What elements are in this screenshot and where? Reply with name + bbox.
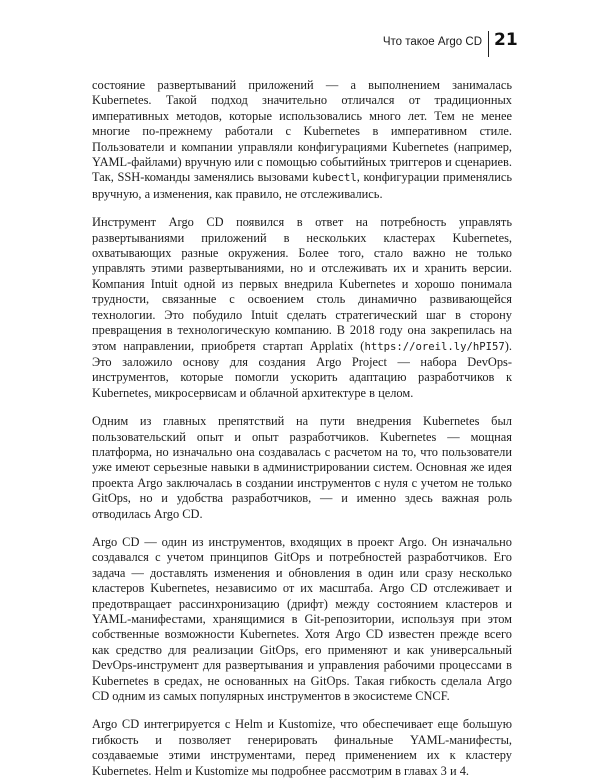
header-divider	[488, 31, 489, 57]
paragraph-1-text-end: , конфигурации применялись вручную, а изменения, как правило, не отслеживались.	[92, 170, 512, 201]
page-body	[92, 78, 512, 779]
paragraph-3: Одним из главных препятствий на пути внедрения Kubernetes был пользовательский опыт и опыт разработчиков. Kubernetes — мощная платформа, но изначально она создавалась с расчетом на то, что пользователи уже имеют серьезные навыки в администрировании систем. Основная же идея проекта Argo заключалась в создании инструментов с нуля с учетом не только GitOps, но и удобства разработчиков, — и именно здесь важная роль отводилась Argo CD.	[92, 414, 512, 521]
paragraph-4: Argo CD — один из инструментов, входящих в проект Argo. Он изначально создавался с учетом принципов GitOps и потребностей разработчиков. Его задача — доставлять изменения и обновления в один или сразу несколько кластеров Kubernetes, независимо от их масштаба. Argo CD отслеживает и предотвращает рассинхронизацию (дрифт) между состоянием кластеров и YAML-манифестами, хранящимися в Git-репозитории, используя при этом собственные возможности Kubernetes. Хотя Argo CD известен прежде всего как средство для реализации GitOps, его применяют и как универсальный DevOps-инструмент для развертывания и управления рабочими процессами в Kubernetes в средах, не основанных на GitOps. Такая гибкость сделала Argo CD одним из самых популярных инструментов в экосистеме CNCF.	[92, 534, 512, 704]
paragraph-2	[92, 215, 512, 401]
paragraph-5: Argo CD интегрируется с Helm и Kustomize, что обеспечивает еще большую гибкость и позволяет генерировать финальные YAML-манифесты, создаваемые этими инструментами, перед применением их к кластеру Kubernetes. Helm и Kustomize мы подробнее рассмотрим в главах 3 и 4.	[92, 717, 512, 778]
page-header	[0, 30, 600, 64]
paragraph-1	[92, 78, 512, 202]
paragraph-2-text: Инструмент Argo CD появился в ответ на потребность управлять развертываниями приложений в нескольких кластерах Kubernetes, охватывающих разные окружения. Более того, стало важно не только управлять этими развертываниями, но и отслеживать их и хранить версии. Компания Intuit одной из первых внедрила Kubernetes и хорошо понимала трудности, связанные с освоением столь динамично развивающейся технологии. Это побудило Intuit сделать стратегический шаг в сторону превращения в технологическую компанию. В 2018 году она закрепилась на этом направлении, приобретя стартап Applatix (	[92, 215, 512, 353]
inline-code-kubectl: kubectl	[312, 172, 357, 185]
page-number: 21	[494, 30, 518, 50]
running-title: Что такое Argo CD	[382, 36, 482, 48]
paragraph-1-text: состояние развертываний приложений — а выполнением занималась Kubernetes. Такой подход значительно отличался от традиционных императивных методов, которые использовались много лет. Тем не менее многие по-прежнему работали с Kubernetes в императивном стиле. Пользователи и компании управляли конфигурациями Kubernetes (например, YAML-файлами) вручную или с помощью событийных триггеров и сценариев. Так, SSH-команды заменялись вызовами	[92, 78, 512, 185]
paragraph-2-text-end: ). Это заложило основу для создания Argo Project — набора DevOps-инструментов, которые помогли ускорить адаптацию разработчиков к Kubernetes, микросервисам и облачной архитектуре в целом.	[92, 338, 512, 400]
applatix-link[interactable]: https://oreil.ly/hPI57	[364, 340, 505, 353]
